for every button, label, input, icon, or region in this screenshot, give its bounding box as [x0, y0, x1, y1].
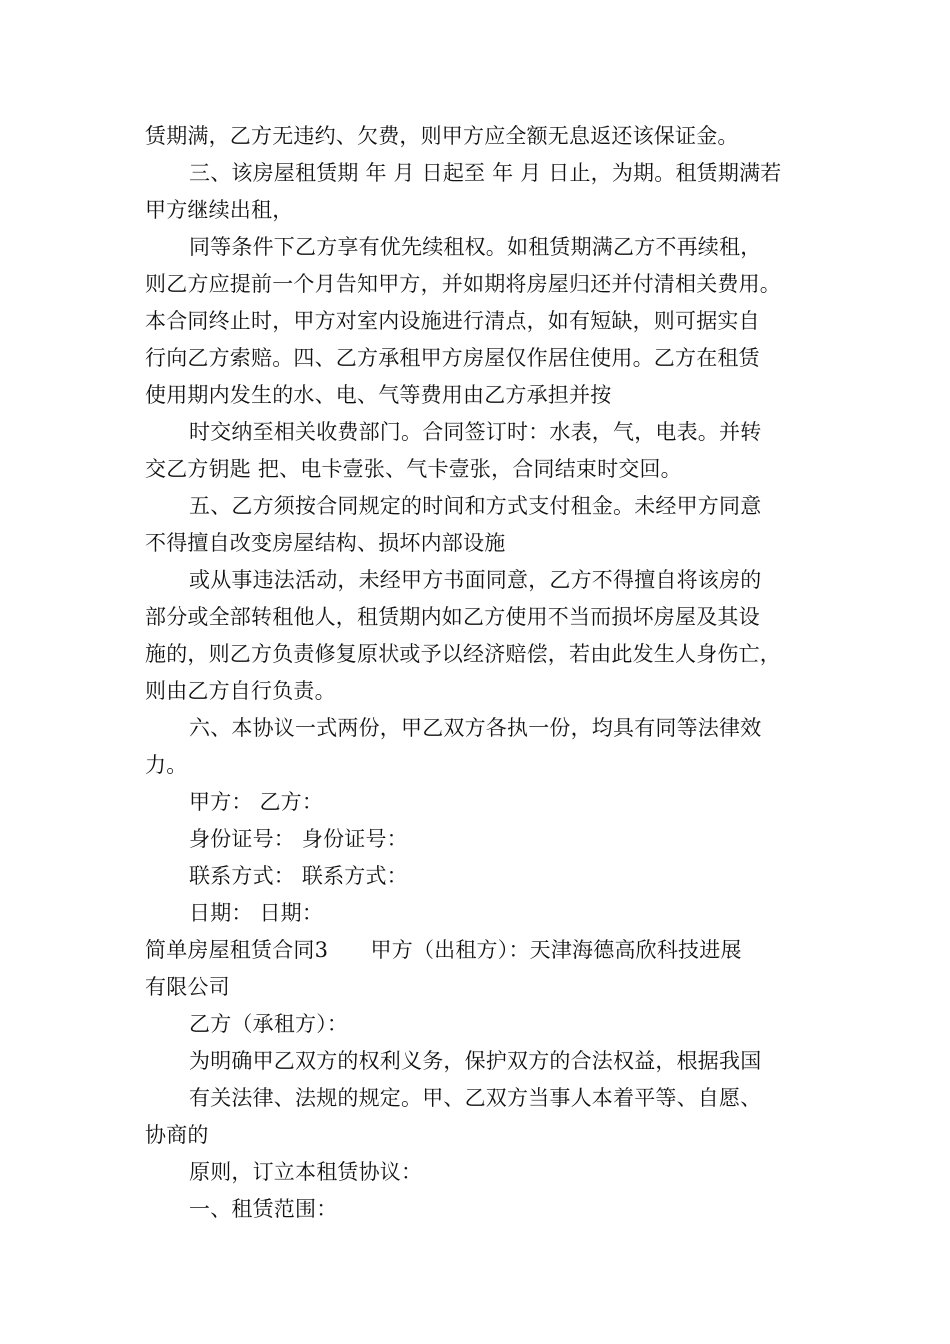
- text-line: 有限公司: [145, 975, 230, 999]
- contract-title-line: 简单房屋租赁合同3 甲方（出租方）：天津海德高欣科技进展: [145, 938, 742, 962]
- text-line: 则乙方应提前一个月告知甲方，并如期将房屋归还并付清相关费用。: [145, 272, 781, 296]
- text-line: 六、本协议一式两份，甲乙双方各执一份，均具有同等法律效: [189, 716, 762, 740]
- text-line: 或从事违法活动，未经甲方书面同意，乙方不得擅自将该房的: [189, 568, 762, 592]
- text-line: 三、该房屋租赁期 年 月 日起至 年 月 日止，为期。租赁期满若: [189, 161, 782, 185]
- text-line: 部分或全部转租他人，租赁期内如乙方使用不当而损坏房屋及其设: [145, 605, 760, 629]
- text-line: 有关法律、法规的规定。甲、乙双方当事人本着平等、自愿、: [189, 1086, 762, 1110]
- text-line: 协商的: [145, 1123, 209, 1147]
- text-line: 行向乙方索赔。四、乙方承租甲方房屋仅作居住使用。乙方在租赁: [145, 346, 760, 370]
- text-line: 交乙方钥匙 把、电卡壹张、气卡壹张，合同结束时交回。: [145, 457, 682, 481]
- text-line: 不得擅自改变房屋结构、损坏内部设施: [145, 531, 506, 555]
- text-line: 本合同终止时，甲方对室内设施进行清点，如有短缺，则可据实自: [145, 309, 760, 333]
- text-line: 甲方继续出租，: [145, 198, 294, 222]
- signature-party-line: 甲方： 乙方：: [189, 790, 324, 814]
- text-line: 施的，则乙方负责修复原状或予以经济赔偿，若由此发生人身伤亡，: [145, 642, 781, 666]
- text-line: 同等条件下乙方享有优先续租权。如租赁期满乙方不再续租，: [189, 235, 762, 259]
- signature-contact-line: 联系方式： 联系方式：: [189, 864, 408, 888]
- text-line: 使用期内发生的水、电、气等费用由乙方承担并按: [145, 383, 612, 407]
- text-line: 则由乙方自行负责。: [145, 679, 336, 703]
- text-line: 赁期满，乙方无违约、欠费，则甲方应全额无息返还该保证金。: [145, 124, 739, 148]
- text-line: 五、乙方须按合同规定的时间和方式支付租金。未经甲方同意: [189, 494, 762, 518]
- text-line: 力。: [145, 753, 188, 777]
- text-line: 原则，订立本租赁协议：: [189, 1160, 423, 1184]
- text-line: 乙方（承租方）：: [189, 1012, 349, 1036]
- text-line: 为明确甲乙双方的权利义务，保护双方的合法权益，根据我国: [189, 1049, 762, 1073]
- text-line: 时交纳至相关收费部门。合同签订时：水表，气，电表。并转: [189, 420, 762, 444]
- section-heading: 一、租赁范围：: [189, 1197, 338, 1221]
- contract-body: [145, 118, 825, 1228]
- signature-date-line: 日期： 日期：: [189, 901, 324, 925]
- signature-id-line: 身份证号： 身份证号：: [189, 827, 408, 851]
